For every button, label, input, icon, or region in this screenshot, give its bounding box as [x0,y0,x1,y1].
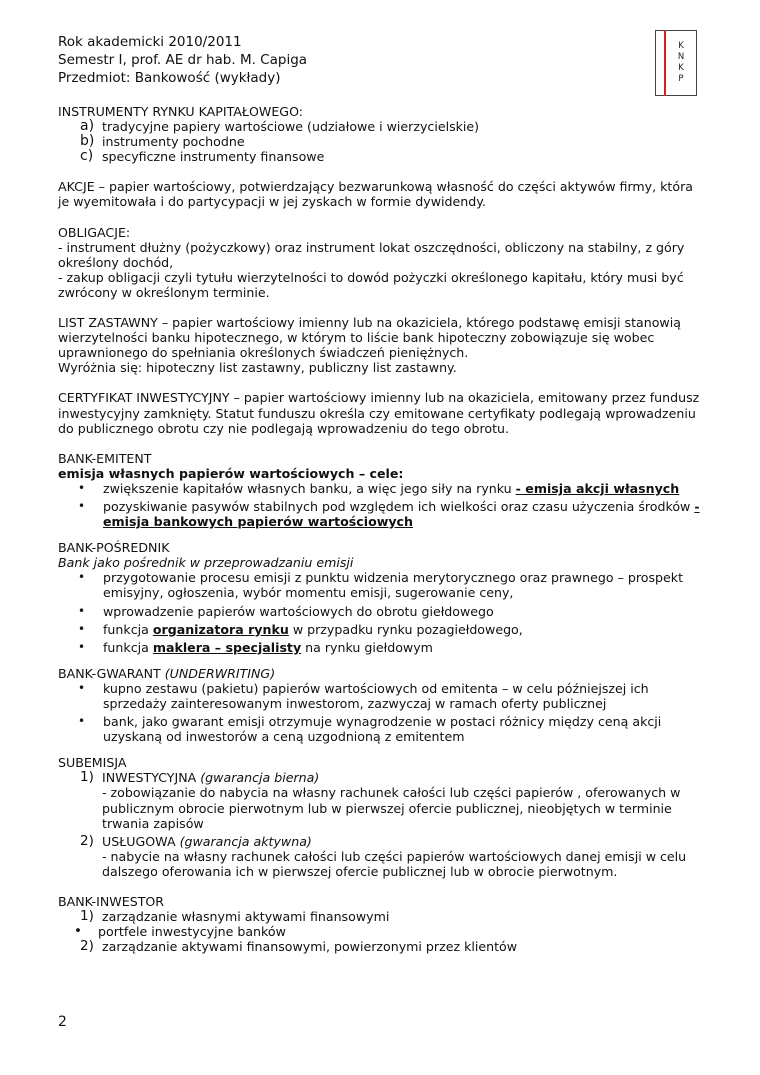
subemisja-title: SUBEMISJA [58,755,127,771]
list-item: • kupno zestawu (pakietu) papierów wartościowych od emitenta – w celu późniejszej ich sprzedaży zainteresowanym inwestorom, zazwyczaj w ramach oferty publicznej [78,680,649,711]
obligacje-line-1: - instrument dłużny (pożyczkowy) oraz instrument lokat oszczędności, obliczony na stabilny, z góry określony dochód, [58,239,685,270]
logo-letters: K N K P [677,41,685,84]
list-item: • funkcja maklera – specjalisty na rynku giełdowym [78,639,433,655]
list-item: • bank, jako gwarant emisji otrzymuje wynagrodzenie w postaci różnicy między ceną akcji uzyskaną od inwestorów a ceną uzgodnioną z emitentem [78,714,662,745]
obligacje-title: OBLIGACJE: [58,224,131,240]
list-item: • wprowadzenie papierów wartościowych do obrotu giełdowego [78,603,494,619]
header-semester: Semestr I, prof. AE dr hab. M. Capiga [58,52,308,68]
page-number: 2 [58,1014,67,1030]
instruments-title: INSTRUMENTY RYNKU KAPITAŁOWEGO: [58,104,304,119]
list-item: 2) zarządzanie aktywami finansowymi, powierzonymi przez klientów [80,938,518,955]
list-item: • pozyskiwanie pasywów stabilnych pod względem ich wielkości oraz czasu użyczenia środków - emisja bankowych papierów wartościowych [78,498,700,530]
obligacje-line-2: - zakup obligacji czyli tytułu wierzytelności to dowód pożyczki określonego kapitału, który musi być zwrócony w określonym terminie. [58,269,684,300]
subemisja-list [58,770,708,879]
akcje-definition: AKCJE – papier wartościowy, potwierdzający bezwarunkową własność do części aktywów firmy, która je wyemitowała i do partycypacji w jej zyskach w formie dywidendy. [58,179,693,210]
document-header [58,33,307,87]
list-item: 1) zarządzanie własnymi aktywami finansowymi [80,908,390,925]
certyfikat-definition: CERTYFIKAT INWESTYCYJNY – papier wartościowy imienny lub na okaziciela, emitowany przez fundusz inwestycyjny zamknięty. Statut funduszu określa czy emitowane certyfikaty podlegają wprowadzeniu do publicznego obrotu czy nie podlegają wprowadzeniu do tego obrotu. [58,390,700,436]
posrednik-list [58,570,708,654]
list-item: • funkcja organizatora rynku w przypadku rynku pozagiełdowego, [78,621,523,637]
inwestor-title: BANK-INWESTOR [58,894,165,910]
list-item: c) specyficzne instrumenty finansowe [80,148,325,165]
posrednik-title: BANK-POŚREDNIK [58,540,170,556]
list-item: 1) INWESTYCYJNA (gwarancja bierna) - zobowiązanie do nabycia na własny rachunek całości lub części papierów , oferowanych w publicznym obrocie pierwotnym lub w pierwszej ofercie publicznej, nieobjętych w terminie trwania zapisów [80,769,681,831]
list-zastawny-definition: LIST ZASTAWNY – papier wartościowy imienny lub na okaziciela, którego podstawę emisji stanowią wierzytelności banku hipotecznego, w którym to liście bank hipoteczny zobowiązuje się wobec uprawnionego do spełniania określonych świadczeń pieniężnych. [58,315,681,361]
list-item: 2) USŁUGOWA (gwarancja aktywna) - nabycie na własny rachunek całości lub części papierów wartościowych danej emisji w celu dalszego oferowania ich w pierwszej ofercie publicznej lub w obrocie pierwotnym. [80,832,687,879]
emitent-list [58,481,708,529]
logo-red-line [664,30,666,96]
gwarant-list [58,681,708,744]
list-item: • zwiększenie kapitałów własnych banku, a więc jego siły na rynku - emisja akcji własnych [78,480,680,496]
gwarant-title: BANK-GWARANT (UNDERWRITING) [58,665,276,681]
inwestor-list [58,909,708,954]
header-subject: Przedmiot: Bankowość (wykłady) [58,70,281,86]
posrednik-subtitle: Bank jako pośrednik w przeprowadzaniu emisji [58,555,354,571]
list-item: b) instrumenty pochodne [80,133,245,150]
instruments-list [58,119,708,164]
list-item: a) tradycyjne papiery wartościowe (udziałowe i wierzycielskie) [80,118,480,135]
list-item: • portfele inwestycyjne banków [74,923,286,940]
knkp-logo [655,30,697,96]
list-item: • przygotowanie procesu emisji z punktu widzenia merytorycznego oraz prawnego – prospekt emisyjny, ogłoszenia, wybór momentu emisji, sugerowanie ceny, [78,570,684,601]
emitent-subtitle: emisja własnych papierów wartościowych – cele: [58,465,404,481]
document-body [58,104,708,954]
list-zastawny-types: Wyróżnia się: hipoteczny list zastawny, publiczny list zastawny. [58,360,457,376]
emitent-title: BANK-EMITENT [58,450,152,466]
header-academic-year: Rok akademicki 2010/2011 [58,34,242,50]
